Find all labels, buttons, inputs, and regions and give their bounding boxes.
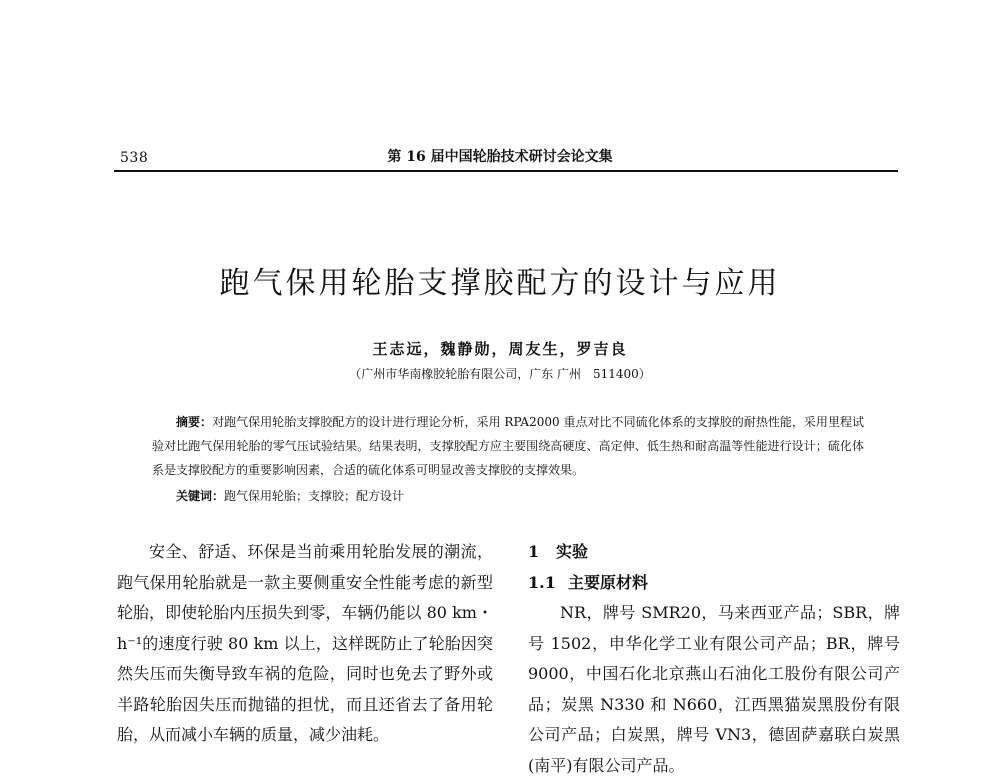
section-title: 实验 bbox=[556, 542, 589, 561]
section-number: 1 bbox=[528, 542, 540, 561]
section-heading bbox=[528, 537, 900, 568]
subsection-number: 1.1 bbox=[528, 572, 556, 592]
affiliation: （广州市华南橡胶轮胎有限公司，广东 广州 511400） bbox=[349, 367, 651, 381]
subsection-heading bbox=[528, 568, 900, 599]
abstract-text: 对跑气保用轮胎支撑胶配方的设计进行理论分析，采用 RPA2000 重点对比不同硫化体系的支撑胶的耐热性能，采用里程试验对比跑气保用轮胎的零气压试验结果。结果表明，支撑胶配方应主要围绕高硬度、高定伸、低生热和耐高温等性能进行设计；硫化体系是支撑胶配方的重要影响因素，合适的硫化体系可明显改善支撑胶的支撑效果。 bbox=[152, 415, 864, 477]
right-column bbox=[528, 537, 900, 781]
abstract bbox=[152, 410, 864, 482]
keywords bbox=[152, 484, 864, 508]
subsection-title: 主要原材料 bbox=[568, 572, 649, 592]
intro-paragraph: 安全、舒适、环保是当前乘用轮胎发展的潮流，跑气保用轮胎就是一款主要侧重安全性能考虑的新型轮胎，即使轮胎内压损失到零，车辆仍能以 80 km・h⁻¹的速度行驶 80 km 以上，这样既防止了轮胎因突然失压而失衡导致车祸的危险，同时也免去了野外或半路轮胎因失压而抛锚的担忧，而且还省去了备用轮胎，从而减小车辆的质量，减少油耗。 bbox=[117, 542, 493, 744]
keywords-label: 关键词： bbox=[176, 489, 225, 503]
running-header: 第 16 届中国轮胎技术研讨会论文集 bbox=[387, 149, 613, 165]
paper-title: 跑气保用轮胎支撑胶配方的设计与应用 bbox=[219, 266, 781, 302]
keywords-text: 跑气保用轮胎；支撑胶；配方设计 bbox=[224, 489, 405, 503]
left-column bbox=[117, 537, 493, 751]
authors: 王志远，魏静勋，周友生，罗吉良 bbox=[372, 340, 628, 358]
abstract-label: 摘要： bbox=[176, 415, 213, 429]
page-number: 538 bbox=[120, 150, 149, 166]
header-rule bbox=[114, 170, 898, 172]
materials-paragraph: NR，牌号 SMR20，马来西亚产品；SBR，牌号 1502，申华化学工业有限公司产品；BR，牌号 9000，中国石化北京燕山石油化工股份有限公司产品；炭黑 N330 和 N660，江西黑猫炭黑股份有限公司产品；白炭黑，牌号 VN3，德固萨嘉联白炭黑(南平)有限公司产品。 bbox=[528, 603, 900, 775]
